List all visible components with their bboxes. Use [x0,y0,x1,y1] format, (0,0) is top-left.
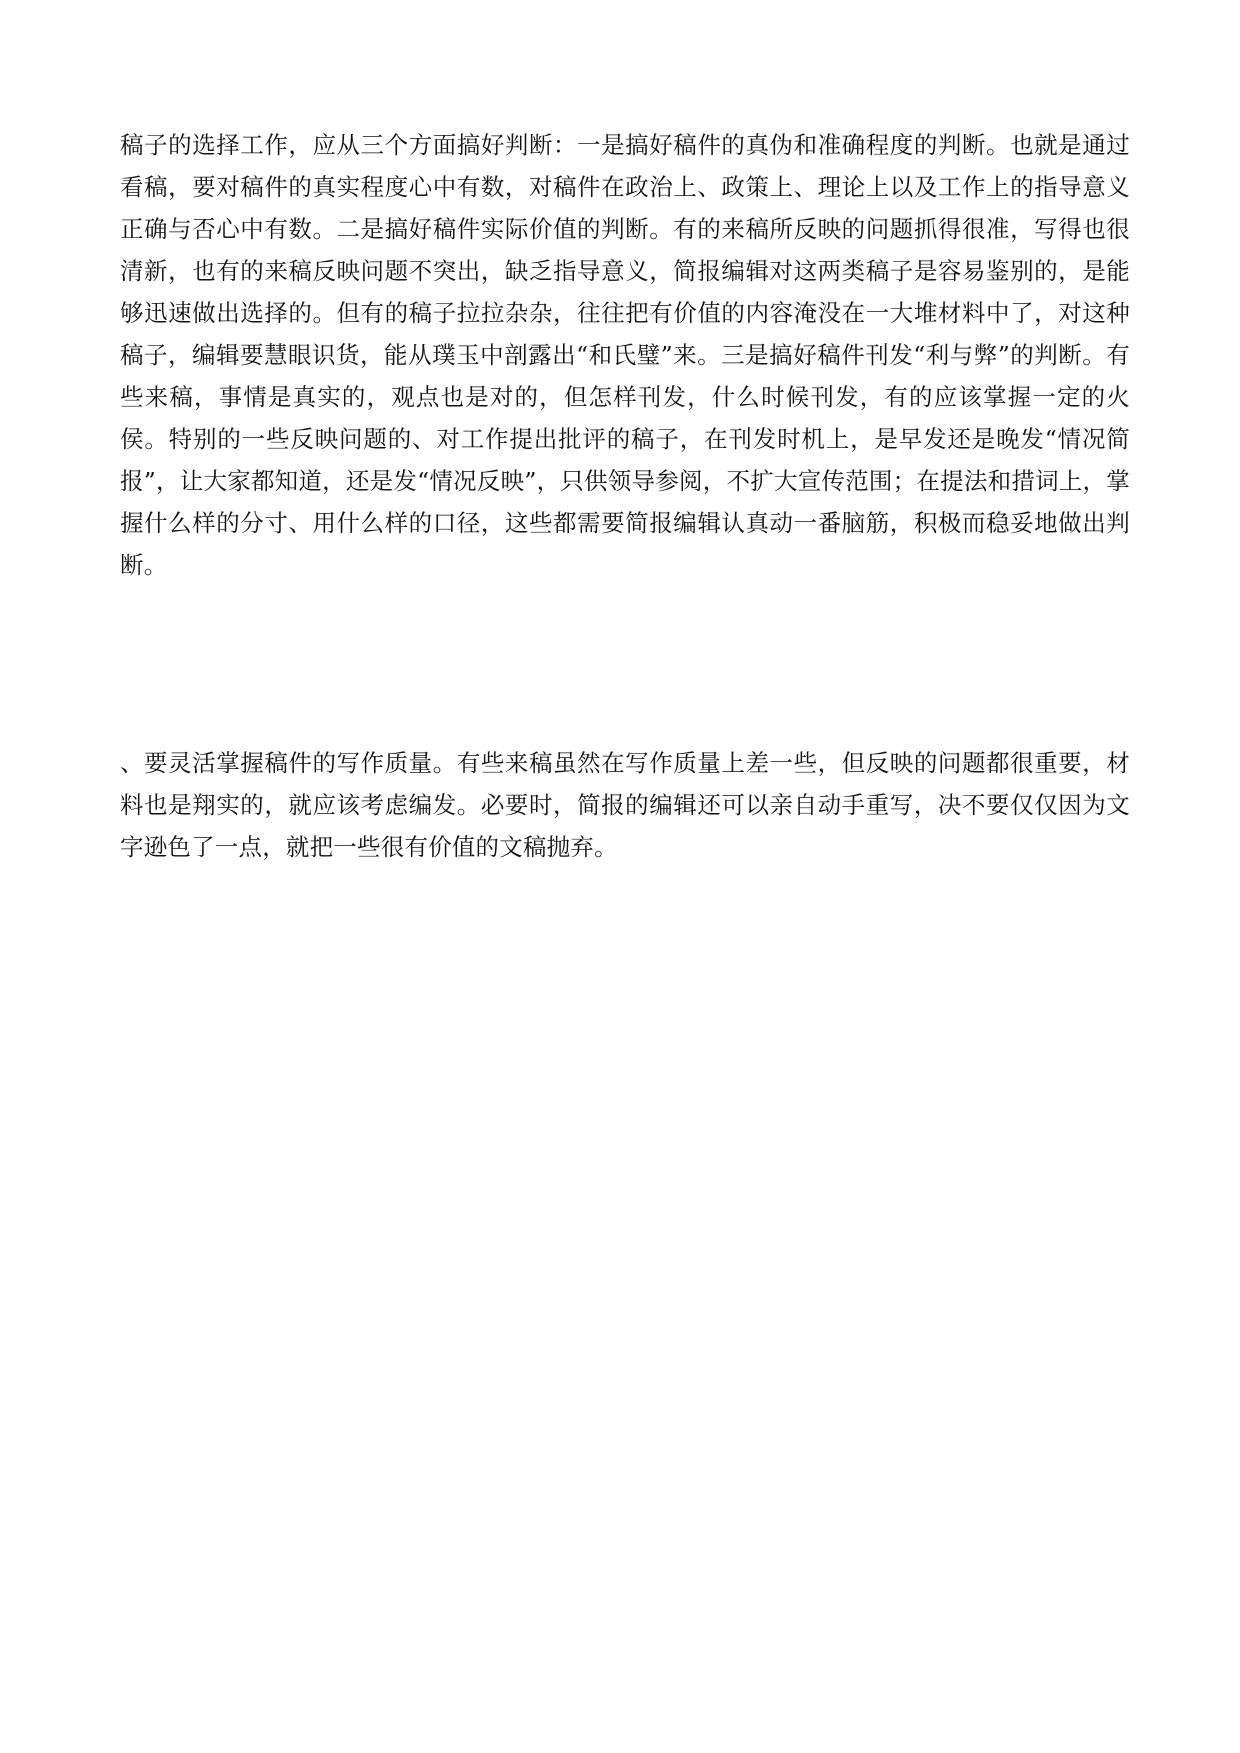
paragraph-manuscript-selection: 稿子的选择工作，应从三个方面搞好判断：一是搞好稿件的真伪和准确程度的判断。也就是通过看稿，要对稿件的真实程度心中有数，对稿件在政治上、政策上、理论上以及工作上的指导意义正确与否心中有数。二是搞好稿件实际价值的判断。有的来稿所反映的问题抓得很准，写得也很清新，也有的来稿反映问题不突出，缺乏指导意义，简报编辑对这两类稿子是容易鉴别的，是能够迅速做出选择的。但有的稿子拉拉杂杂，往往把有价值的内容淹没在一大堆材料中了，对这种稿子，编辑要慧眼识货，能从璞玉中剖露出“和氏璧”来。三是搞好稿件刊发“利与弊”的判断。有些来稿，事情是真实的，观点也是对的，但怎样刊发，什么时候刊发，有的应该掌握一定的火侯。特别的一些反映问题的、对工作提出批评的稿子，在刊发时机上，是早发还是晚发“情况简报”，让大家都知道，还是发“情况反映”，只供领导参阅，不扩大宣传范围；在提法和措词上，掌握什么样的分寸、用什么样的口径，这些都需要简报编辑认真动一番脑筋，积极而稳妥地做出判断。 [120,131,1130,579]
paragraph-writing-quality: 、要灵活掌握稿件的写作质量。有些来稿虽然在写作质量上差一些，但反映的问题都很重要，材料也是翔实的，就应该考虑编发。必要时，简报的编辑还可以亲自动手重写，决不要仅仅因为文字逊色了一点，就把一些很有价值的文稿抛弃。 [120,749,1130,861]
